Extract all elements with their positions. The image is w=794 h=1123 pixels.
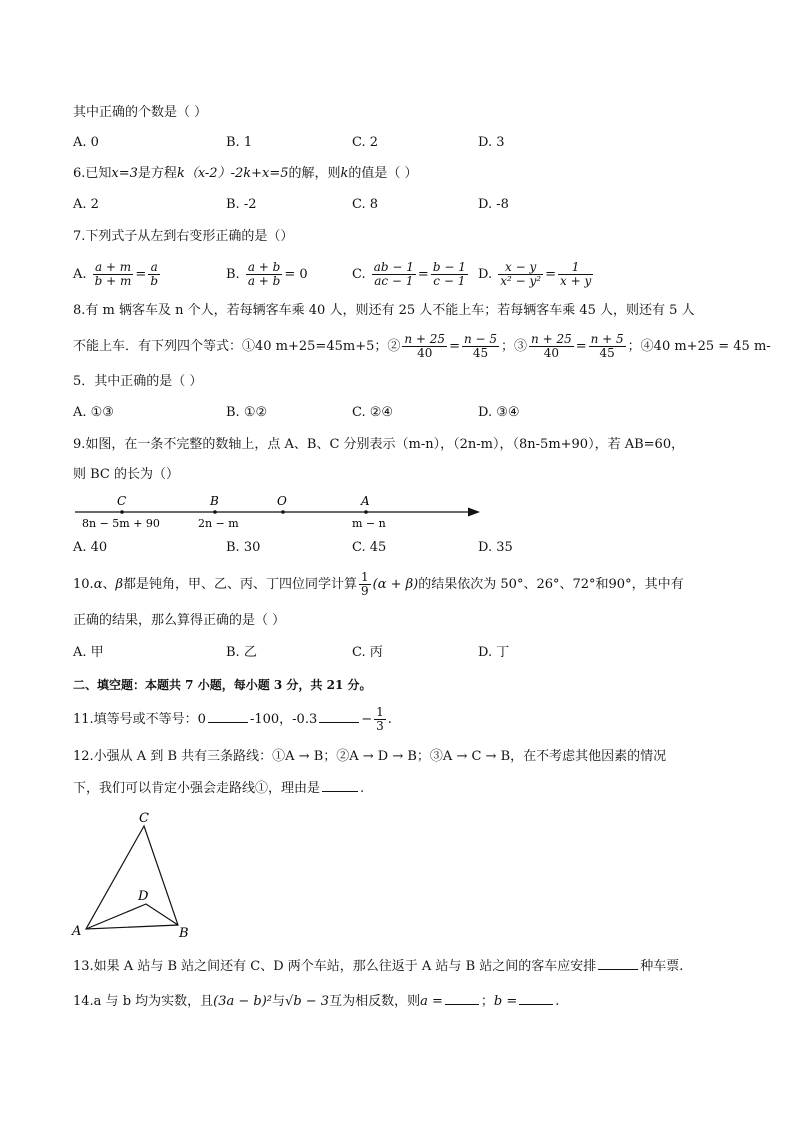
q9-option-c[interactable]: C. 45 xyxy=(352,540,387,555)
q10-text-c: 的结果依次为 50°、26°、72°和90°，其中有 xyxy=(418,577,684,592)
q7-b-fraction xyxy=(246,261,283,288)
q6-text-1: 已知 xyxy=(85,166,112,181)
q7-label-c: C. xyxy=(352,267,366,282)
q10-option-c[interactable]: C. 丙 xyxy=(352,645,383,660)
q14-text-a: 14.a 与 b 均为实数，且 xyxy=(73,994,214,1009)
q14-square: (3a − b)² xyxy=(213,994,273,1009)
q7-a-rhs-den: b xyxy=(150,274,159,288)
q13-blank[interactable] xyxy=(598,957,638,970)
point-a-dot xyxy=(364,510,368,514)
q14-blank-a[interactable] xyxy=(445,992,479,1005)
q6-text-2: 是方程 xyxy=(137,166,177,181)
q10-options xyxy=(73,644,733,662)
q10-alpha: α xyxy=(93,577,103,592)
q8-option-b[interactable]: B. ①② xyxy=(226,405,268,420)
q14-text-c: 互为相反数，则 xyxy=(329,994,421,1009)
q7-b-rhs: = 0 xyxy=(284,267,308,282)
q12-line-2 xyxy=(73,779,364,798)
q11-fraction-num: 1 xyxy=(376,705,384,719)
q7-option-b[interactable] xyxy=(226,260,308,290)
q5-option-c[interactable]: C. 2 xyxy=(352,135,379,150)
triangle-acb xyxy=(86,826,178,929)
q6-option-c[interactable]: C. 8 xyxy=(352,197,379,212)
q8-option-a[interactable]: A. ①③ xyxy=(73,405,114,420)
point-o-dot xyxy=(281,510,285,514)
q7-d-rhs-den: x + y xyxy=(560,274,592,288)
point-a-label: A xyxy=(361,494,370,508)
q8-f2-lhs-den: 40 xyxy=(417,346,433,360)
q11-fraction xyxy=(374,706,386,733)
q7-option-c[interactable]: C. $\frac{ab - 1}{ac - 1}$ = $\frac{b - 1}{c - 1}$ xyxy=(352,260,466,288)
q7-label-a: A. xyxy=(73,267,87,282)
q14-semicolon: ； xyxy=(480,994,494,1009)
q10-num: 10. xyxy=(73,577,94,592)
number-line-arrow xyxy=(468,508,480,517)
q10-beta: β xyxy=(115,577,123,592)
q7-c-rhs-num: b − 1 xyxy=(432,260,466,274)
q9-option-d[interactable]: D. 35 xyxy=(478,540,513,555)
point-b-expr: 2n − m xyxy=(198,517,239,530)
q8-option-c[interactable]: C. ②④ xyxy=(352,405,394,420)
q7-c-lhs-fraction xyxy=(372,261,416,288)
q7-d-lhs-num: x − y xyxy=(498,261,543,275)
q8-f3-lhs-num: n + 25 xyxy=(531,332,572,346)
q7-option-d[interactable]: D. $\frac{x - y}{\text{x² − y²}}$ = $\frac{1}{x + y}$ xyxy=(478,260,592,288)
q8-f2-rhs-num: n − 5 xyxy=(463,332,498,346)
q7-b-num: a + b xyxy=(247,260,281,274)
q14-blank-b[interactable] xyxy=(519,992,553,1005)
triangle-figure xyxy=(68,808,198,943)
q7-stem: 7.下列式子从左到右变形正确的是（） xyxy=(73,229,294,244)
q9-line-1: 9.如图，在一条不完整的数轴上，点 A、B、C 分别表示（m-n），（2n-m），（8n-5m+90），若 AB=60， xyxy=(73,437,685,452)
point-b-dot xyxy=(213,510,217,514)
q13-text-b: 种车票. xyxy=(640,959,684,974)
q6-option-b[interactable]: B. -2 xyxy=(226,197,257,212)
q6-text-3: 的解，则 xyxy=(288,166,341,181)
q12-line-1: 12.小强从 A 到 B 共有三条路线：①A → B；②A → D → B；③A → C → B，在不考虑其他因素的情况 xyxy=(73,749,667,764)
q7-b-den: a + b xyxy=(247,274,281,288)
q14-sqrt: √b − 3 xyxy=(285,994,330,1009)
q6-stem xyxy=(73,165,418,183)
q11-text-b: -100，-0.3 xyxy=(249,712,318,727)
section-2-heading: 二、填空题：本题共 7 小题，每小题 3 分，共 21 分。 xyxy=(73,678,372,692)
q14-b-equals: b = xyxy=(493,994,518,1009)
q10-fraction-den: 9 xyxy=(361,584,369,598)
vertex-a-label: A xyxy=(72,924,82,939)
q10-option-d[interactable]: D. 丁 xyxy=(478,645,510,660)
q10-line-2: 正确的结果，那么算得正确的是（ ） xyxy=(73,613,286,628)
q5-option-b[interactable]: B. 1 xyxy=(226,135,253,150)
q8-options xyxy=(73,404,733,422)
q8-f3-lhs-den: 40 xyxy=(543,346,560,360)
q8-f2-rhs xyxy=(462,333,499,360)
q12-text-a: 下，我们可以肯定小强会走路线①，理由是 xyxy=(73,781,321,796)
point-c-expr: 8n − 5m + 90 xyxy=(82,517,160,530)
q11-blank-2[interactable] xyxy=(319,710,359,723)
q7-a-lhs-den: b + m xyxy=(94,274,132,288)
q9-line-2: 则 BC 的长为（） xyxy=(73,467,180,482)
q7-a-lhs-num: a + m xyxy=(93,261,134,275)
q8-f2-lhs xyxy=(402,333,447,360)
q8-f2-lhs-num: n + 25 xyxy=(404,332,446,346)
q7-c-lhs-den: ac − 1 xyxy=(374,274,414,288)
vertex-b-label: B xyxy=(179,926,189,941)
q7-d-lhs-fraction xyxy=(498,261,543,288)
q5-option-d[interactable]: D. 3 xyxy=(478,135,505,150)
q7-c-rhs-den: c − 1 xyxy=(433,274,466,288)
q6-k: k xyxy=(340,166,349,181)
point-c-dot xyxy=(120,510,124,514)
q5-options xyxy=(73,134,733,152)
q6-option-d[interactable]: D. -8 xyxy=(478,197,509,212)
q6-equation: k（x-2）-2k+x=5 xyxy=(176,166,289,181)
q13-text-a: 13.如果 A 站与 B 站之间还有 C、D 两个车站，那么往返于 A 站与 B 站之间的客车应安排 xyxy=(73,959,597,974)
q8-option-d[interactable]: D. ③④ xyxy=(478,405,520,420)
number-line-figure xyxy=(70,488,490,534)
q14-end: . xyxy=(555,994,560,1009)
q8-f3-rhs-num: n + 5 xyxy=(590,332,624,346)
q7-c-lhs-num: ab − 1 xyxy=(373,260,414,274)
q10-sum: (α + β) xyxy=(372,577,419,592)
q11-fraction-den: 3 xyxy=(376,719,384,733)
q7-d-lhs-den: x² − y² xyxy=(500,274,542,288)
point-o-label: O xyxy=(277,494,287,508)
q5-stem: 其中正确的个数是（ ） xyxy=(73,105,208,120)
q6-options xyxy=(73,196,733,214)
q11-end: . xyxy=(387,712,392,727)
q10-fraction xyxy=(359,571,371,598)
q7-option-a[interactable]: A. $\frac{a + m}{b + m}$ = $\frac{a}{b}$ xyxy=(73,260,159,288)
q14-a-equals: a = xyxy=(420,994,443,1009)
q9-option-b[interactable]: B. 30 xyxy=(226,540,261,555)
q7-d-rhs-fraction xyxy=(558,261,593,288)
q9-options xyxy=(73,539,733,557)
q7-a-lhs-fraction xyxy=(93,261,134,288)
q8-line-3: 5．其中正确的是（ ） xyxy=(73,374,203,389)
q10-option-b[interactable]: B. 乙 xyxy=(226,645,257,660)
q11-minus: − xyxy=(361,712,373,727)
q10-line-1 xyxy=(73,570,684,600)
q6-x3: x=3 xyxy=(111,166,138,181)
q7-a-rhs-num: a xyxy=(148,261,160,275)
q12-blank[interactable] xyxy=(322,779,358,792)
q7-d-rhs-num: 1 xyxy=(558,261,593,275)
q7-c-rhs-fraction xyxy=(431,261,468,288)
vertex-d-label: D xyxy=(138,889,149,904)
q13-stem xyxy=(73,957,683,976)
q10-sep: 、 xyxy=(102,577,116,592)
q6-num: 6. xyxy=(73,166,86,181)
q12-end: . xyxy=(360,781,365,796)
q5-option-a[interactable]: A. 0 xyxy=(73,135,99,150)
q7-options xyxy=(73,260,733,290)
vertex-c-label: C xyxy=(139,811,149,826)
q8-f2-rhs-den: 45 xyxy=(472,346,489,360)
point-b-label: B xyxy=(210,494,219,508)
q8-text-b: ；③ xyxy=(501,339,528,354)
q7-label-b: B. xyxy=(226,267,240,282)
q11-text-a: 11.填等号或不等号：0 xyxy=(73,712,206,727)
q8-f3-rhs xyxy=(589,333,626,360)
point-a-expr: m − n xyxy=(352,517,386,530)
q11-blank-1[interactable] xyxy=(208,710,248,723)
q7-label-d: D. xyxy=(478,267,493,282)
q10-option-a[interactable]: A. 甲 xyxy=(73,645,104,660)
q11-stem xyxy=(73,704,392,736)
q6-option-a[interactable]: A. 2 xyxy=(73,197,99,212)
q8-f3-rhs-den: 45 xyxy=(599,346,615,360)
point-c-label: C xyxy=(117,494,127,508)
q14-stem xyxy=(73,990,559,1014)
q8-line-1: 8.有 m 辆客车及 n 个人，若每辆客车乘 40 人，则还有 25 人不能上车；若每辆客车乘 45 人，则还有 5 人 xyxy=(73,303,695,318)
q9-option-a[interactable]: A. 40 xyxy=(73,540,108,555)
q10-fraction-num: 1 xyxy=(361,570,369,584)
q8-text-a: 不能上车．有下列四个等式：①40 m+25=45m+5；② xyxy=(73,339,401,354)
q14-text-mid: 与 xyxy=(272,994,286,1009)
q6-text-4: 的值是（ ） xyxy=(348,166,418,181)
q8-text-c: ；④40 m+25 = 45 m- xyxy=(627,339,771,354)
q7-a-rhs-fraction xyxy=(148,261,160,288)
q8-f3-lhs xyxy=(529,333,574,360)
q8-line-2: 不能上车．有下列四个等式：①40 m+25=45m+5；② $\frac{n + 25}{40}$ = $\frac{n - 5}{45}$ ；③ $\frac{n + 25}{40}$ = $\frac{n + 5}{45}$ ；④40 m+25 = 45 m- xyxy=(73,332,771,360)
q10-text-b: 都是钝角，甲、乙、丙、丁四位同学计算 xyxy=(123,577,358,592)
